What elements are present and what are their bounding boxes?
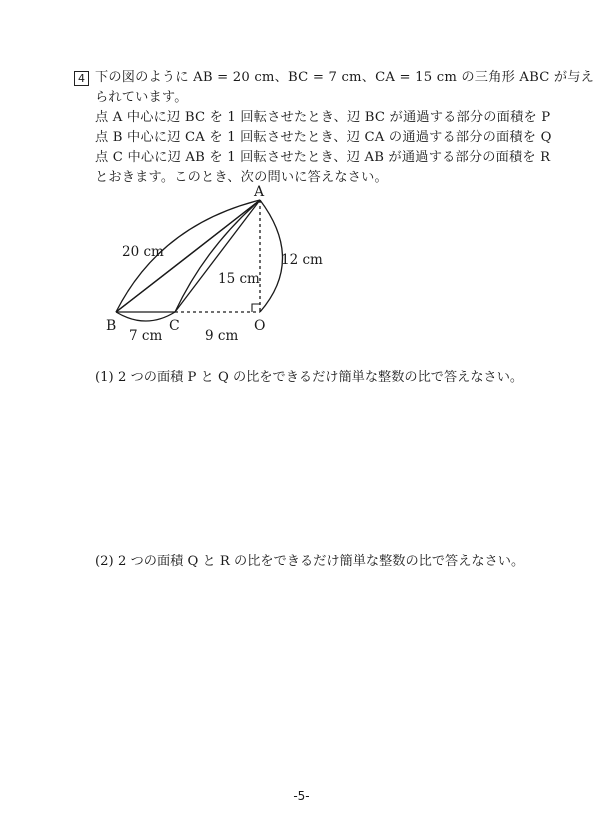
point-b-label: B [106,318,117,334]
right-angle-mark [252,304,260,312]
problem-line-6: とおきます。このとき、次の問いに答えなさい。 [95,170,388,185]
problem-line-1: 下の図のように AB = 20 cm、BC = 7 cm、CA = 15 cm の三角形 ABC が与え [95,70,595,85]
problem-number-box: 4 [74,71,89,86]
label-ab: 20 cm [122,244,164,260]
arc-a-o-right [260,200,283,312]
point-c-label: C [169,318,180,334]
question-2-number: (2) [95,554,114,569]
label-ao: 12 cm [281,252,323,268]
label-bc: 7 cm [129,328,163,344]
problem-line-2: られています。 [95,90,188,105]
point-a-label: A [254,184,265,200]
label-ca: 15 cm [218,271,260,287]
question-1-number: (1) [95,370,114,385]
problem-line-4: 点 B 中心に辺 CA を 1 回転させたとき、辺 CA の通過する部分の面積を Q [95,130,552,145]
arc-b-c-lower [116,312,175,321]
label-co: 9 cm [205,328,239,344]
question-2-text: 2 つの面積 Q と R の比をできるだけ簡単な整数の比で答えなさい。 [118,554,525,569]
page-number: -5- [293,789,310,803]
question-1-text: 2 つの面積 P と Q の比をできるだけ簡単な整数の比で答えなさい。 [118,370,524,385]
problem-line-3: 点 A 中心に辺 BC を 1 回転させたとき、辺 BC が通過する部分の面積を P [95,110,551,125]
point-o-label: O [254,318,266,334]
problem-line-5: 点 C 中心に辺 AB を 1 回転させたとき、辺 AB が通過する部分の面積を R [95,150,551,165]
